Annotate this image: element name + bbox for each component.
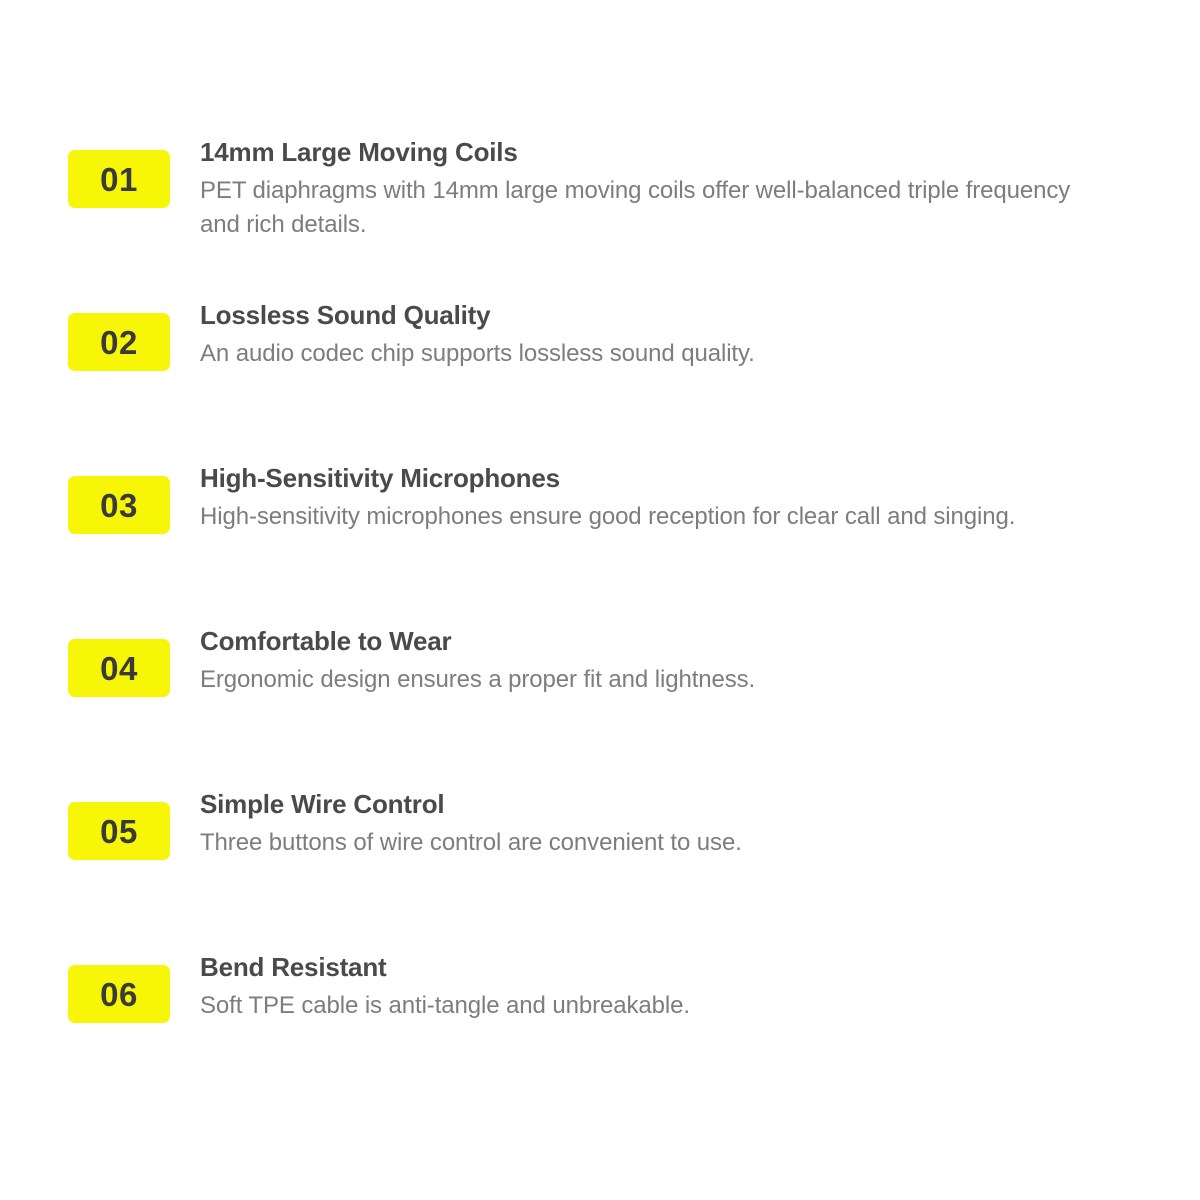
feature-title: Comfortable to Wear — [200, 626, 452, 656]
feature-title: High-Sensitivity Microphones — [200, 463, 560, 493]
list-item — [68, 770, 1128, 933]
list-item — [68, 444, 1128, 607]
feature-description: Soft TPE cable is anti-tangle and unbreakable. — [200, 991, 690, 1019]
feature-title: Bend Resistant — [200, 952, 387, 982]
feature-text-block — [200, 933, 690, 1023]
feature-number-badge — [68, 150, 170, 208]
feature-description: PET diaphragms with 14mm large moving coils offer well-balanced triple frequency and rich details. — [200, 176, 1071, 238]
list-item — [68, 281, 1128, 444]
feature-number-badge — [68, 639, 170, 697]
feature-number-badge — [68, 965, 170, 1023]
list-item — [68, 933, 1128, 1096]
feature-number-badge — [68, 802, 170, 860]
list-item — [68, 607, 1128, 770]
feature-text-block — [200, 770, 742, 860]
feature-title: Simple Wire Control — [200, 789, 445, 819]
feature-description: Three buttons of wire control are convenient to use. — [200, 828, 742, 856]
feature-list — [68, 118, 1128, 1096]
feature-text-block — [200, 607, 755, 697]
feature-number: 04 — [100, 649, 138, 687]
feature-text-block — [200, 444, 1015, 534]
feature-title: Lossless Sound Quality — [200, 300, 491, 330]
feature-number-badge — [68, 313, 170, 371]
feature-number: 05 — [100, 812, 138, 850]
feature-text-block — [200, 281, 755, 371]
feature-text-block — [200, 118, 1100, 242]
feature-description: High-sensitivity microphones ensure good reception for clear call and singing. — [200, 502, 1016, 530]
feature-number: 02 — [100, 323, 138, 361]
feature-title: 14mm Large Moving Coils — [200, 137, 518, 167]
feature-number: 03 — [100, 486, 138, 524]
feature-number-badge — [68, 476, 170, 534]
feature-description: An audio codec chip supports lossless sound quality. — [200, 339, 755, 367]
feature-number: 01 — [100, 160, 138, 198]
feature-description: Ergonomic design ensures a proper fit and lightness. — [200, 665, 756, 693]
feature-number: 06 — [100, 975, 138, 1013]
list-item — [68, 118, 1128, 281]
